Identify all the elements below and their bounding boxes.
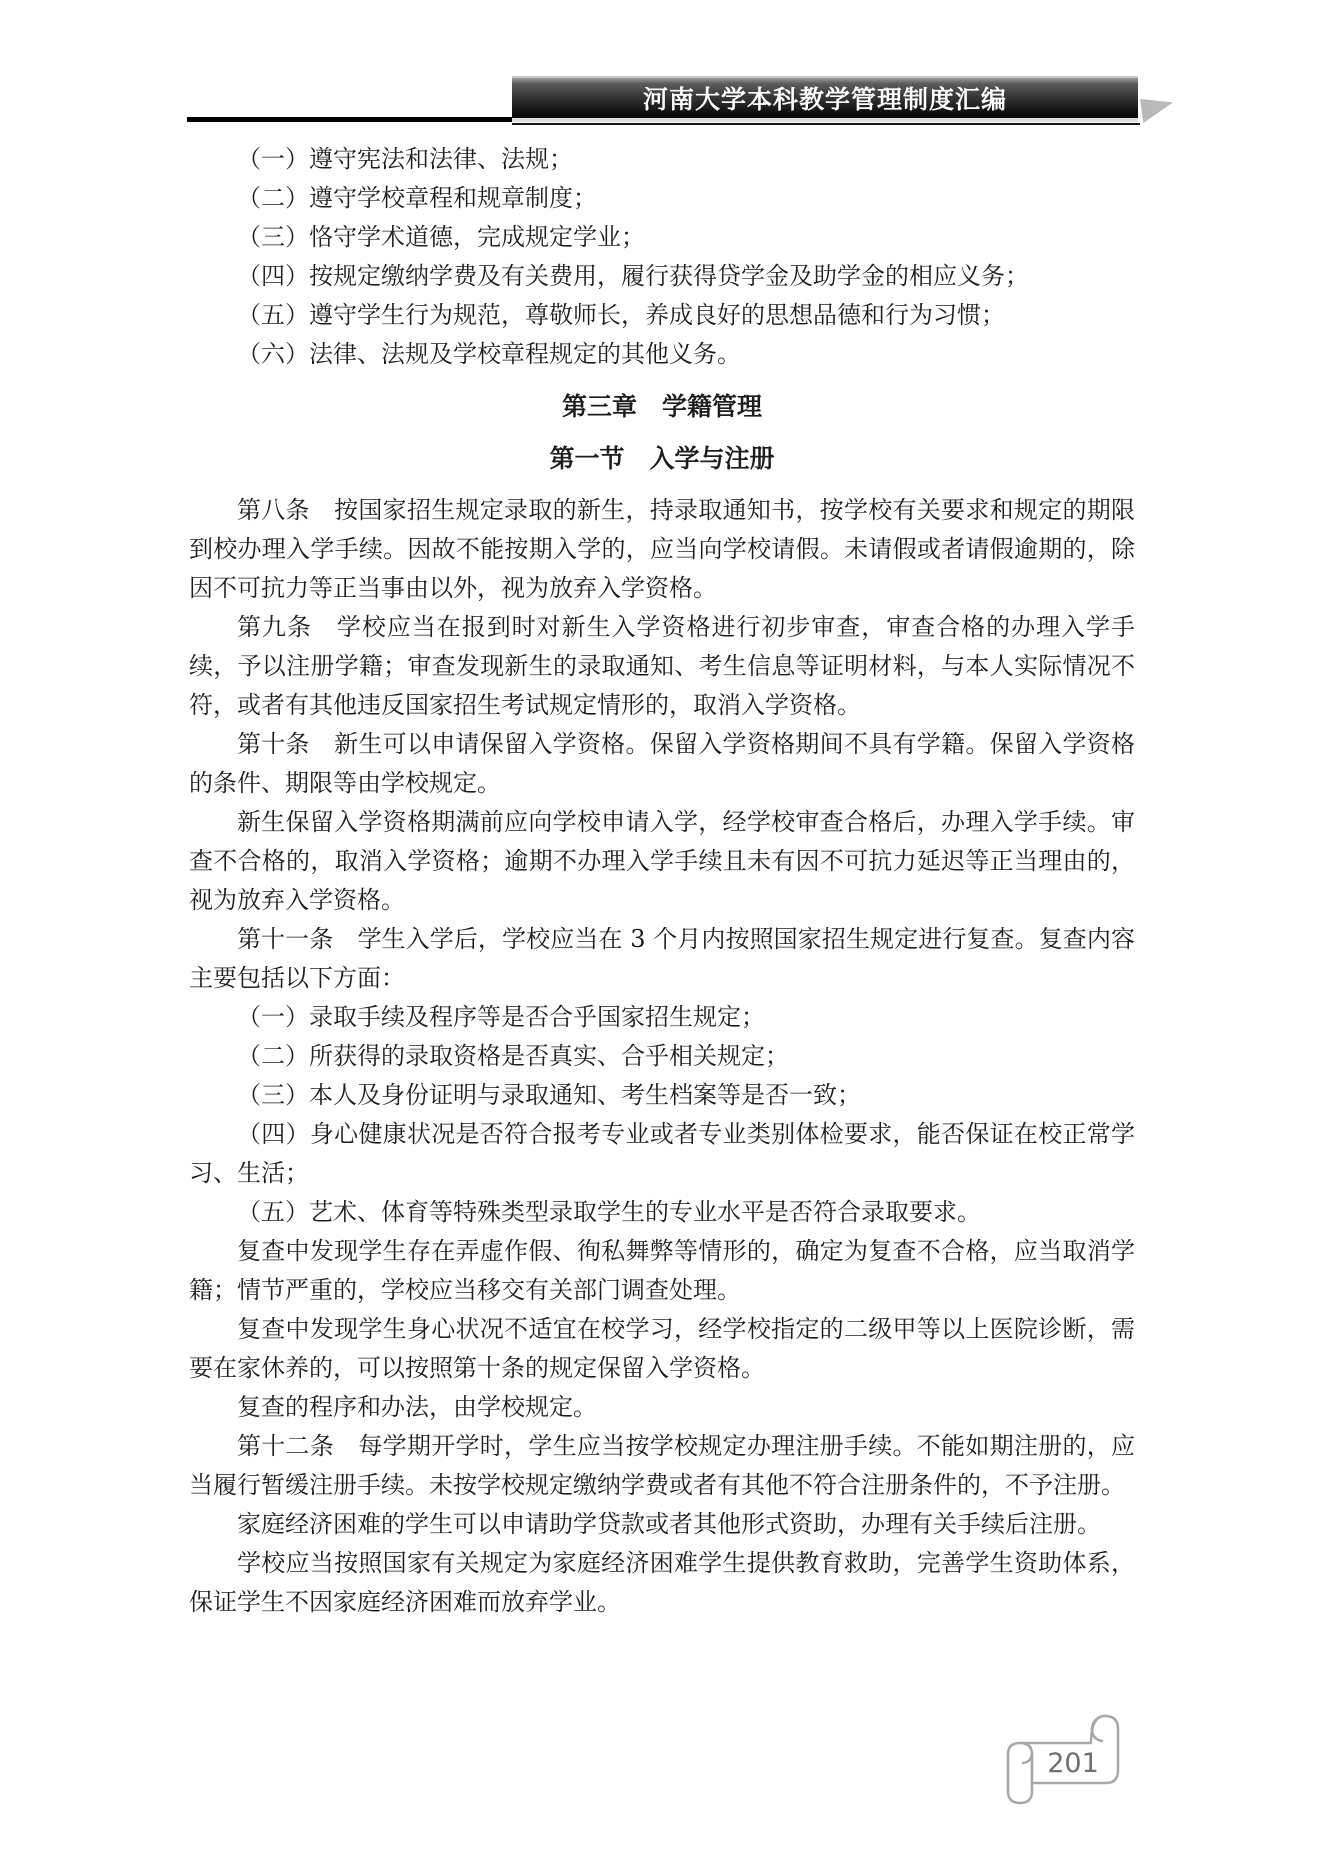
section-heading: 第一节 入学与注册 bbox=[549, 444, 775, 473]
obligation-item: （六）法律、法规及学校章程规定的其他义务。 bbox=[237, 340, 741, 368]
article-paragraph: 第十二条 每学期开学时，学生应当按学校规定办理注册手续。不能如期注册的，应当履行暂缓注册手续。未按学校规定缴纳学费或者有其他不符合注册条件的，不予注册。 bbox=[189, 1432, 1135, 1499]
header-rule-under-banner bbox=[512, 123, 1140, 125]
article-paragraph: 复查的程序和办法，由学校规定。 bbox=[237, 1393, 597, 1421]
article-paragraph: 复查中发现学生身心状况不适宜在校学习，经学校指定的二级甲等以上医院诊断，需要在家休养的，可以按照第十条的规定保留入学资格。 bbox=[189, 1315, 1135, 1382]
review-item: （五）艺术、体育等特殊类型录取学生的专业水平是否符合录取要求。 bbox=[237, 1198, 981, 1226]
review-item: （四）身心健康状况是否符合报考专业或者专业类别体检要求，能否保证在校正常学习、生活； bbox=[189, 1120, 1135, 1187]
article-paragraph: 家庭经济困难的学生可以申请助学贷款或者其他形式资助，办理有关手续后注册。 bbox=[237, 1510, 1101, 1538]
article-paragraph: 第十一条 学生入学后，学校应当在 3 个月内按照国家招生规定进行复查。复查内容主要包括以下方面： bbox=[189, 925, 1135, 992]
article-paragraph: 第八条 按国家招生规定录取的新生，持录取通知书，按学校有关要求和规定的期限到校办理入学手续。因故不能按期入学的，应当向学校请假。未请假或者请假逾期的，除因不可抗力等正当事由以外，视为放弃入学资格。 bbox=[189, 496, 1135, 602]
review-item: （一）录取手续及程序等是否合乎国家招生规定； bbox=[237, 1003, 765, 1031]
article-paragraph: 学校应当按照国家有关规定为家庭经济困难学生提供教育救助，完善学生资助体系，保证学生不因家庭经济困难而放弃学业。 bbox=[189, 1549, 1135, 1616]
page-number: 201 bbox=[1047, 1748, 1099, 1779]
header-rule-left bbox=[187, 117, 512, 122]
review-item: （二）所获得的录取资格是否真实、合乎相关规定； bbox=[237, 1042, 789, 1070]
header-banner bbox=[512, 76, 1138, 122]
article-paragraph: 第九条 学校应当在报到时对新生入学资格进行初步审查，审查合格的办理入学手续，予以注册学籍；审查发现新生的录取通知、考生信息等证明材料，与本人实际情况不符，或者有其他违反国家招生考试规定情形的，取消入学资格。 bbox=[189, 613, 1135, 719]
scroll-icon bbox=[1005, 1710, 1135, 1808]
document-body bbox=[189, 140, 1135, 1622]
article-paragraph: 第十条 新生可以申请保留入学资格。保留入学资格期间不具有学籍。保留入学资格的条件、期限等由学校规定。 bbox=[189, 730, 1135, 797]
header-banner-title: 河南大学本科教学管理制度汇编 bbox=[642, 85, 1007, 114]
obligation-item: （四）按规定缴纳学费及有关费用，履行获得贷学金及助学金的相应义务； bbox=[237, 262, 1029, 290]
obligation-item: （一）遵守宪法和法律、法规； bbox=[237, 145, 573, 173]
obligation-item: （五）遵守学生行为规范，尊敬师长，养成良好的思想品德和行为习惯； bbox=[237, 301, 1005, 329]
obligation-item: （二）遵守学校章程和规章制度； bbox=[237, 184, 597, 212]
article-paragraph: 复查中发现学生存在弄虚作假、徇私舞弊等情形的，确定为复查不合格，应当取消学籍；情节严重的，学校应当移交有关部门调查处理。 bbox=[189, 1237, 1135, 1304]
corner-arrow-icon bbox=[1140, 99, 1173, 123]
article-paragraph: 新生保留入学资格期满前应向学校申请入学，经学校审查合格后，办理入学手续。审查不合格的，取消入学资格；逾期不办理入学手续且未有因不可抗力延迟等正当理由的，视为放弃入学资格。 bbox=[189, 808, 1135, 914]
page-number-scroll bbox=[1005, 1710, 1135, 1808]
review-item: （三）本人及身份证明与录取通知、考生档案等是否一致； bbox=[237, 1081, 861, 1109]
obligation-item: （三）恪守学术道德，完成规定学业； bbox=[237, 223, 645, 251]
chapter-heading: 第三章 学籍管理 bbox=[561, 392, 762, 421]
